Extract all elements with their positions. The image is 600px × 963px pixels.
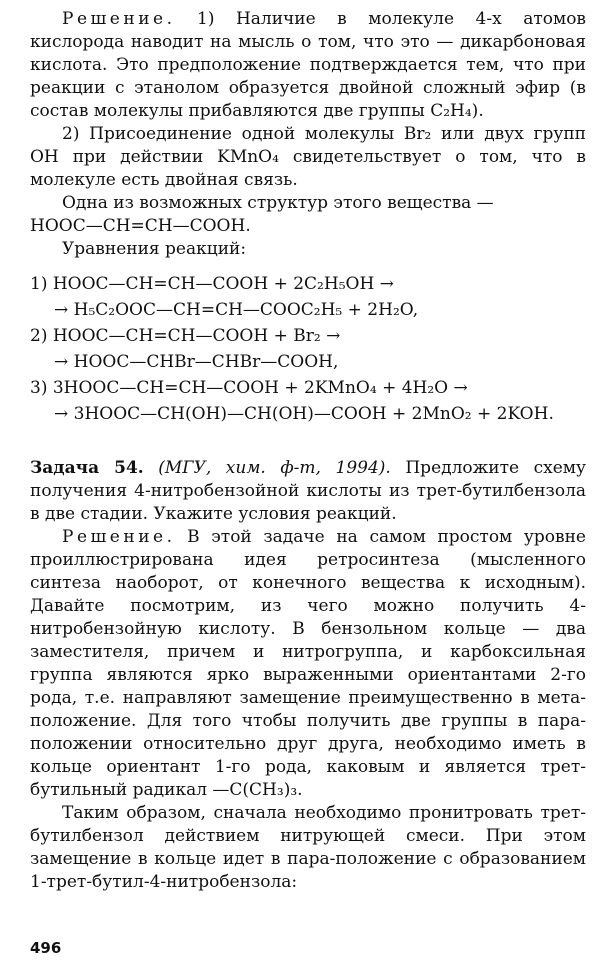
task-label: Задача 54. xyxy=(30,458,144,478)
solution-1-text: 1) Наличие в молекуле 4-х атомов кислорода наводит на мысль о том, что это — дикарбоновая кислота. Это предположение подтверждается тем, что при реакции с этанолом образуется двойной сложный эфир (в состав молекулы прибавляются две группы C₂H₄). xyxy=(30,9,586,121)
equation-1: 1) HOOC—CH=CH—COOH + 2C₂H₅OH → xyxy=(30,274,394,294)
task-source: (МГУ, хим. ф-т, 1994). xyxy=(143,458,391,478)
task-paragraph xyxy=(30,457,586,526)
solution-2-label: Решение. xyxy=(62,527,176,547)
page-number: 496 xyxy=(30,939,62,957)
task-text: Предложите схему получения 4-нитробензойной кислоты из трет-бутилбензола в две стадии. Укажите условия реакций. xyxy=(30,458,587,524)
equation-2: 2) HOOC—CH=CH—COOH + Br₂ → xyxy=(30,326,341,346)
solution-2-text: В этой задаче на самом простом уровне проиллюстрирована идея ретросинтеза (мысленного синтеза наоборот, от конечного вещества к исходным). Давайте посмотрим, из чего можно получить 4-нитробензойную кислоту. В бензольном кольце — два заместителя, причем и нитрогруппа, и карбоксильная группа являются ярко выраженными ориентантами 2-го рода, т.е. направляют замещение преимущественно в мета-положение. Для того чтобы получить две группы в пара-положении относительно друг друга, необходимо иметь в кольце ориентант 1-го рода, каковым и является трет-бутильный радикал —C(CH₃)₃. xyxy=(30,527,586,800)
equation-3: 3) 3HOOC—CH=CH—COOH + 2KMnO₄ + 4H₂O → xyxy=(30,378,468,398)
final-paragraph: Таким образом, сначала необходимо пронитровать трет-бутилбензол действием нитрующей смеси. При этом замещение в кольце идет в пара-положение с образованием 1-трет-бутил-4-нитробензола: xyxy=(30,803,586,892)
equation-3-product: → 3HOOC—CH(OH)—CH(OH)—COOH + 2MnO₂ + 2KOH. xyxy=(54,404,554,424)
equations-header: Уравнения реакций: xyxy=(62,239,247,259)
structure-formula: HOOC—CH=CH—COOH. xyxy=(30,216,251,236)
solution-label: Решение. xyxy=(62,9,176,29)
solution-2-paragraph xyxy=(30,526,586,802)
solution-1-paragraph xyxy=(30,8,586,123)
equation-2-product: → HOOC—CHBr—CHBr—COOH, xyxy=(54,352,339,372)
equations-block xyxy=(30,271,586,427)
page-content xyxy=(30,8,586,894)
structure-intro: Одна из возможных структур этого вещества — xyxy=(62,193,494,213)
paragraph-bromine: 2) Присоединение одной молекулы Br₂ или двух групп OH при действии KMnO₄ свидетельствует о том, что в молекуле есть двойная связь. xyxy=(30,124,586,190)
equation-1-product: → H₅C₂OOC—CH=CH—COOC₂H₅ + 2H₂O, xyxy=(54,300,419,320)
